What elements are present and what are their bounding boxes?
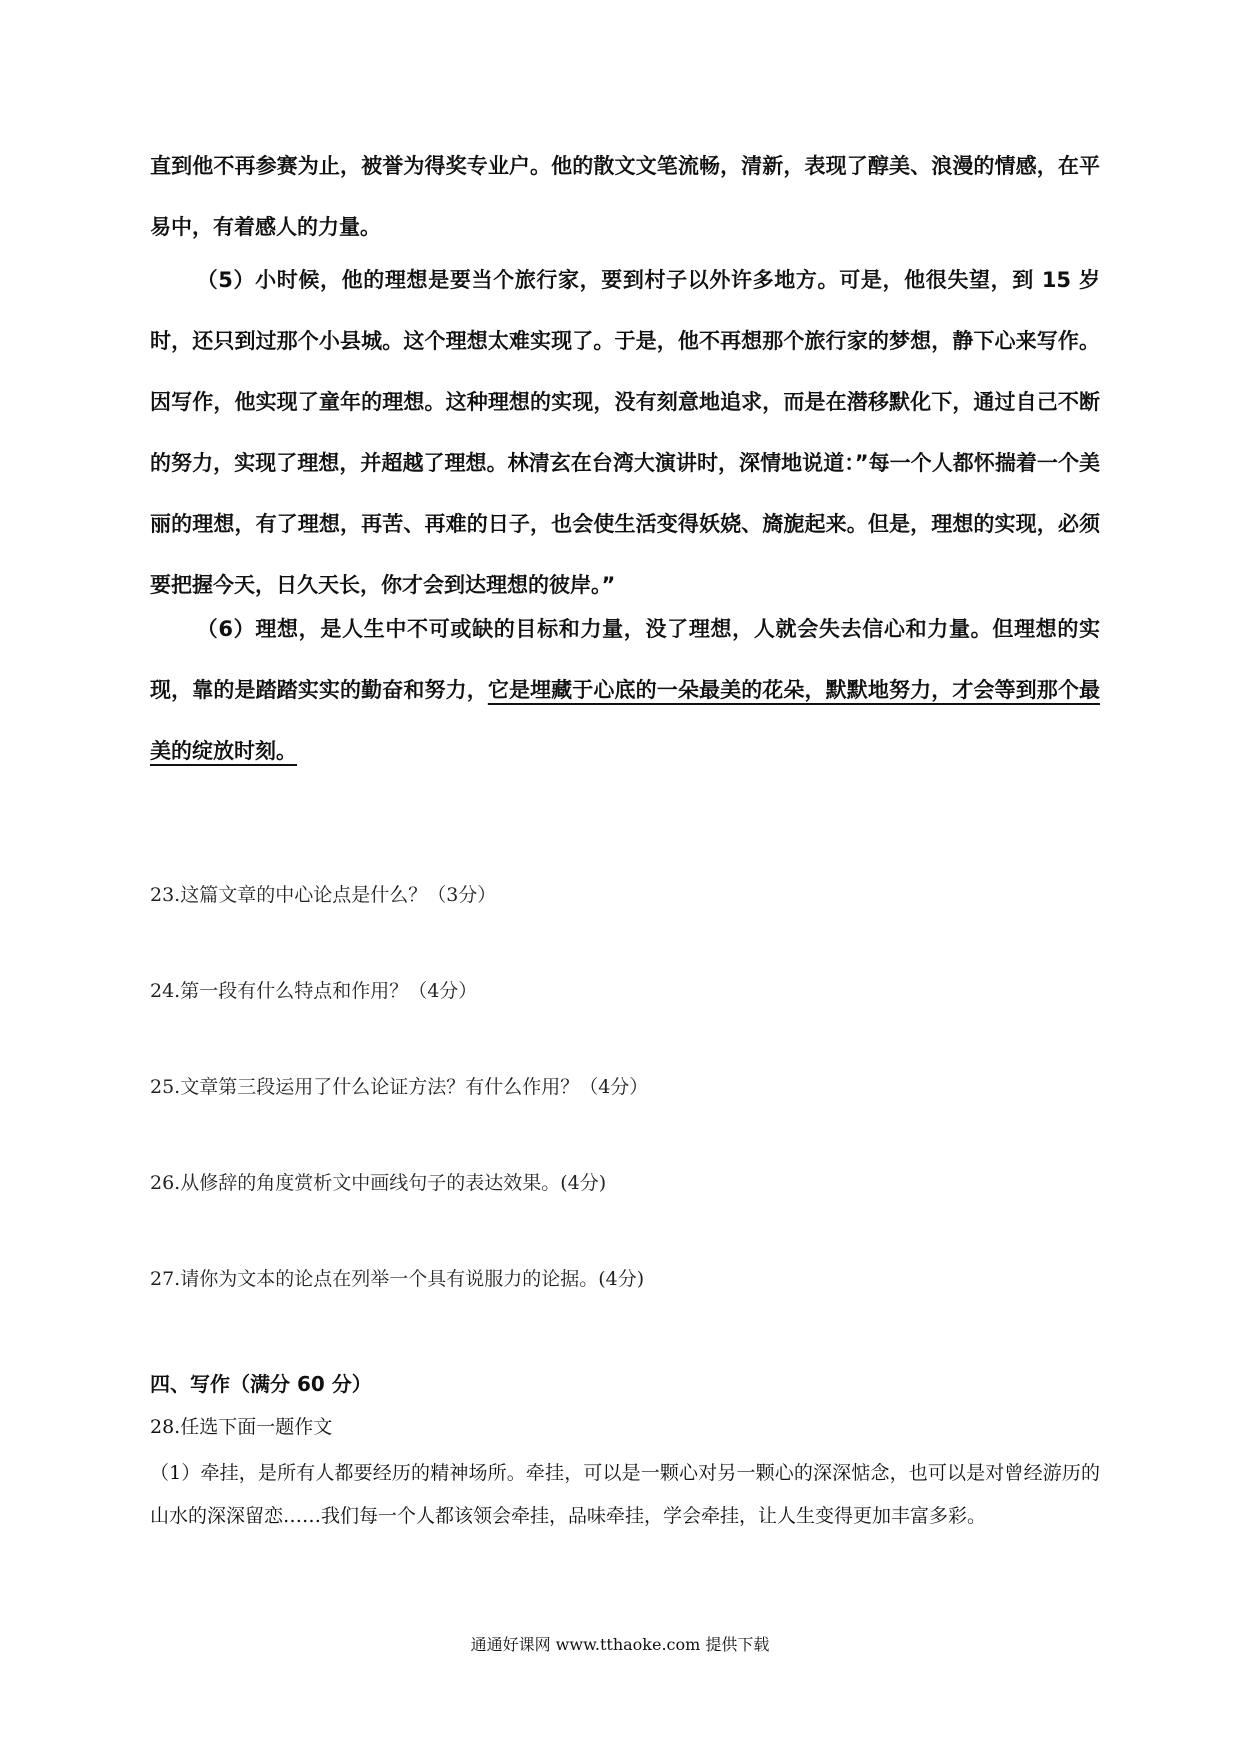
question-28: 28.任选下面一题作文 (150, 1416, 333, 1438)
page-footer: 通通好课网 www.tthaoke.com 提供下载 (470, 1635, 770, 1654)
writing-section-heading: 四、写作（满分 60 分） (150, 1372, 372, 1396)
paragraph-4-continuation (150, 136, 1100, 258)
question-25: 25.文章第三段运用了什么论证方法？有什么作用？（4分） (150, 1076, 649, 1098)
paragraph-5 (150, 250, 1100, 616)
question-24: 24.第一段有什么特点和作用？（4分） (150, 980, 478, 1002)
paragraph-6-text: （6）理想，是人生中不可或缺的目标和力量，没了理想，人就会失去信心和力量。但理想的实现，靠的是踏踏实实的勤奋和努力， (150, 617, 1100, 702)
paragraph-6 (150, 599, 1100, 782)
paragraph-4-text: 直到他不再参赛为止，被誉为得奖专业户。他的散文文笔流畅，清新，表现了醇美、浪漫的情感，在平易中，有着感人的力量。 (150, 154, 1100, 239)
underlined-sentence: 它是埋藏于心底的一朵最美的花朵，默默地努力，才会等到那个最美的绽放时刻。 (150, 678, 1101, 763)
paragraph-5-text: （5）小时候，他的理想是要当个旅行家，要到村子以外许多地方。可是，他很失望，到 15 岁时，还只到过那个小县城。这个理想太难实现了。于是，他不再想那个旅行家的梦想，静下心来写作。因写作，他实现了童年的理想。这种理想的实现，没有刻意地追求，而是在潜移默化下，通过自己不断的努力，实现了理想，并超越了理想。林清玄在台湾大演讲时，深情地说道：”每一个人都怀揣着一个美丽的理想，有了理想，再苦、再难的日子，也会使生活变得妖娆、旖旎起来。但是，理想的实现，必须要把握今天，日久天长，你才会到达理想的彼岸。” (150, 268, 1100, 597)
question-27: 27.请你为文本的论点在列举一个具有说服力的论据。(4分) (150, 1268, 645, 1290)
question-26: 26.从修辞的角度赏析文中画线句子的表达效果。(4分) (150, 1172, 607, 1194)
writing-prompt-1: （1）牵挂，是所有人都要经历的精神场所。牵挂，可以是一颗心对另一颗心的深深惦念，也可以是对曾经游历的山水的深深留恋……我们每一个人都该领会牵挂，品味牵挂，学会牵挂，让人生变得更加丰富多彩。 (150, 1462, 1100, 1527)
question-23: 23.这篇文章的中心论点是什么？（3分） (150, 884, 497, 906)
